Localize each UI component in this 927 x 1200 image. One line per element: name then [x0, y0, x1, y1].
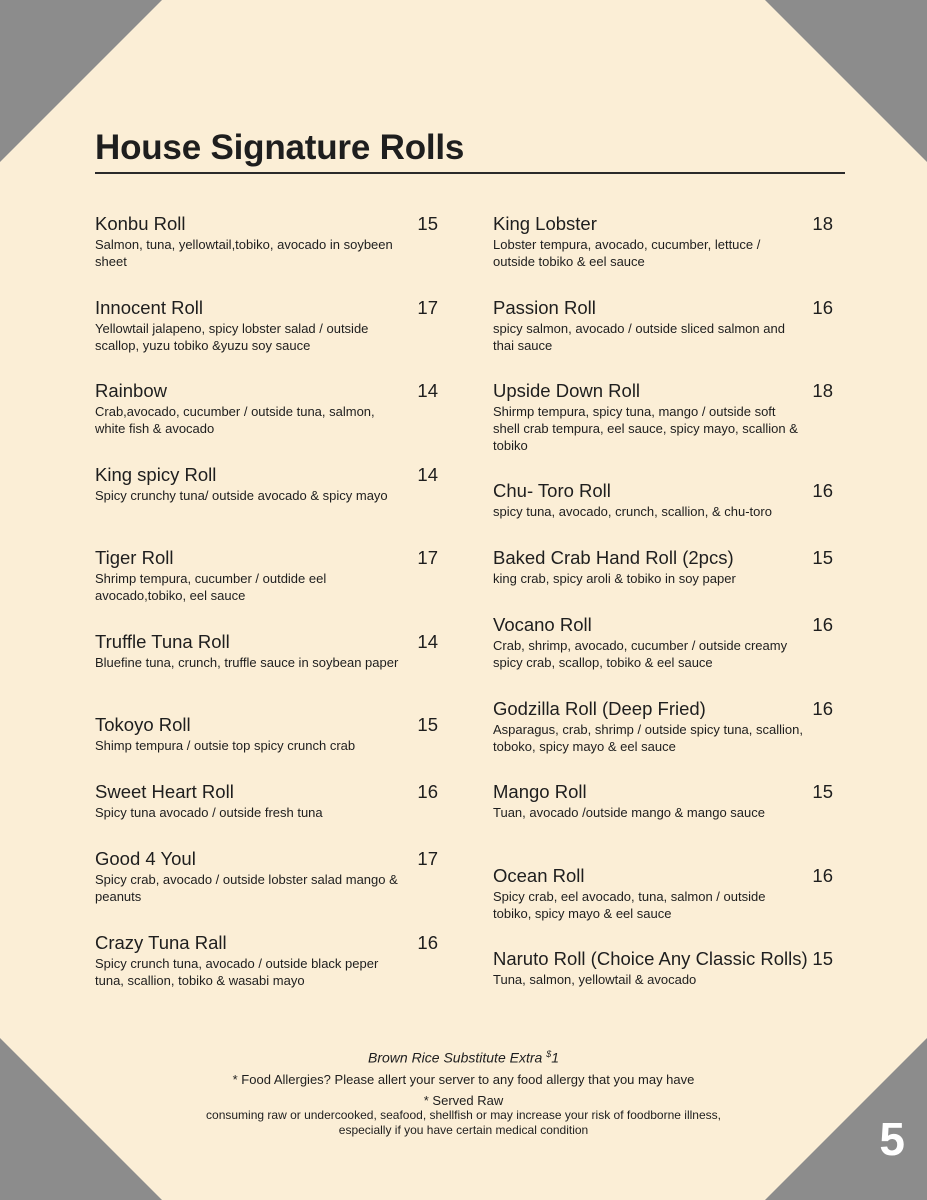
menu-item-name [493, 698, 833, 720]
menu-item [493, 547, 833, 587]
menu-item-description: Tuna, salmon, yellowtail & avocado [493, 972, 697, 987]
brown-rice-amount: 1 [551, 1049, 559, 1066]
menu-item-note: (Choice Any Classic Rolls) [585, 948, 808, 969]
menu-item-note: (2pcs) [677, 547, 734, 568]
menu-item-price: 16 [812, 297, 833, 318]
menu-item-description: Bluefine tuna, crunch, truffle sauce in soybean paper [95, 655, 399, 670]
menu-item-name [95, 932, 455, 954]
served-raw-note: * Served Raw [423, 1093, 504, 1108]
menu-item-price: 14 [417, 464, 438, 485]
menu-item-description: Shimp tempura / outsie top spicy crunch crab [95, 738, 356, 753]
menu-item-title: King Lobster [493, 213, 597, 234]
menu-item [493, 865, 833, 922]
menu-item-title: Tokoyo Roll [95, 714, 191, 735]
menu-item-name [493, 213, 833, 235]
menu-item-name [95, 297, 455, 319]
page-number: 5 [879, 1113, 905, 1165]
brown-rice-dollar: $ [546, 1049, 552, 1059]
menu-item-price: 15 [417, 213, 438, 234]
menu-item-name [493, 480, 833, 502]
menu-item [493, 297, 833, 354]
menu-item [95, 932, 455, 989]
menu-item [493, 698, 833, 755]
menu-item-description: Shirmp tempura, spicy tuna, mango / outside soft shell crab tempura, eel sauce, spicy mayo, scallion & tobiko [493, 404, 798, 453]
menu-item-name [95, 547, 455, 569]
menu-item-price: 16 [812, 480, 833, 501]
menu-item-title: King spicy Roll [95, 464, 217, 485]
menu-item-description: Tuan, avocado /outside mango & mango sauce [493, 805, 765, 820]
menu-item-description: king crab, spicy aroli & tobiko in soy paper [493, 571, 736, 586]
menu-item-name [493, 297, 833, 319]
menu-item-price: 14 [417, 380, 438, 401]
menu-item-price: 16 [417, 781, 438, 802]
menu-item-price: 16 [812, 614, 833, 635]
menu-item-description: Salmon, tuna, yellowtail,tobiko, avocado in soybeen sheet [95, 237, 393, 269]
menu-item-price: 16 [812, 698, 833, 719]
menu-item-price: 17 [417, 547, 438, 568]
menu-item-name [95, 631, 455, 653]
menu-item [95, 297, 455, 354]
consume-warning-line-1: consuming raw or undercooked, seafood, shellfish or may increase your risk of foodborne illness, [206, 1108, 721, 1122]
menu-item-description: Spicy crunchy tuna/ outside avocado & spicy mayo [95, 488, 388, 503]
corner-top-right [765, 0, 927, 162]
menu-item-title: Tiger Roll [95, 547, 174, 568]
menu-item-price: 18 [812, 380, 833, 401]
menu-item-description: spicy salmon, avocado / outside sliced salmon and thai sauce [493, 321, 785, 353]
brown-rice-text: Brown Rice Substitute Extra [368, 1049, 547, 1066]
menu-item [95, 714, 455, 754]
menu-item-description: Spicy crab, avocado / outside lobster salad mango & peanuts [95, 872, 398, 904]
menu-item-name [493, 781, 833, 803]
menu-item-description: Shrimp tempura, cucumber / outdide eel avocado,tobiko, eel sauce [95, 571, 327, 603]
menu-item-description: Spicy crunch tuna, avocado / outside black peper tuna, scallion, tobiko & wasabi mayo [95, 956, 379, 988]
menu-item-description: Crab, shrimp, avocado, cucumber / outside creamy spicy crab, scallop, tobiko & eel sauce [493, 638, 788, 670]
allergy-label: * Food Allergies? [232, 1072, 331, 1087]
menu-item-description: Spicy tuna avocado / outside fresh tuna [95, 805, 323, 820]
menu-item-price: 14 [417, 631, 438, 652]
menu-item-title: Baked Crab Hand Roll [493, 547, 678, 568]
menu-item [493, 781, 833, 821]
menu-item-description: Spicy crab, eel avocado, tuna, salmon / outside tobiko, spicy mayo & eel sauce [493, 889, 766, 921]
menu-item-name [95, 714, 455, 736]
menu-item [95, 547, 455, 604]
menu-item [493, 380, 833, 454]
menu-item-name [493, 547, 833, 569]
menu-item-note: (Deep Fried) [596, 698, 706, 719]
menu-item [95, 848, 455, 905]
menu-item-description: Asparagus, crab, shrimp / outside spicy tuna, scallion, toboko, spicy mayo & eel sauce [493, 722, 803, 754]
allergy-text: Please allert your server to any food allergy that you may have [330, 1072, 695, 1087]
menu-item-title: Crazy Tuna Rall [95, 932, 227, 953]
menu-item-name [95, 848, 455, 870]
menu-item-name [95, 464, 455, 486]
menu-item-price: 15 [812, 547, 833, 568]
menu-item-description: Lobster tempura, avocado, cucumber, lettuce / outside tobiko & eel sauce [493, 237, 761, 269]
menu-item-price: 15 [812, 781, 833, 802]
menu-item-price: 17 [417, 297, 438, 318]
consume-warning [0, 1108, 927, 1138]
menu-item [95, 631, 455, 671]
menu-item-name [493, 614, 833, 636]
menu-item-name [493, 948, 833, 970]
menu-item-description: spicy tuna, avocado, crunch, scallion, & chu-toro [493, 504, 772, 519]
menu-item-description: Yellowtail jalapeno, spicy lobster salad / outside scallop, yuzu tobiko &yuzu soy sauce [95, 321, 369, 353]
menu-item-title: Truffle Tuna Roll [95, 631, 230, 652]
menu-item-title: Upside Down Roll [493, 380, 641, 401]
menu-item-price: 18 [812, 213, 833, 234]
menu-item-name [493, 865, 833, 887]
menu-item-title: Konbu Roll [95, 213, 186, 234]
menu-item-title: Sweet Heart Roll [95, 781, 234, 802]
menu-item-name [95, 213, 455, 235]
menu-item-price: 15 [812, 948, 833, 969]
title-divider [95, 172, 845, 174]
menu-item-price: 16 [417, 932, 438, 953]
menu-item-title: Good 4 Youl [95, 848, 196, 869]
menu-item-title: Rainbow [95, 380, 167, 401]
brown-rice-note [0, 1049, 927, 1066]
menu-item-name [95, 781, 455, 803]
menu-item-price: 16 [812, 865, 833, 886]
menu-item [493, 213, 833, 270]
menu-item-title: Ocean Roll [493, 865, 585, 886]
menu-item-name [493, 380, 833, 402]
menu-item-title: Naruto Roll [493, 948, 586, 969]
menu-item-description: Crab,avocado, cucumber / outside tuna, salmon, white fish & avocado [95, 404, 375, 436]
menu-item [95, 380, 455, 437]
menu-item [493, 948, 833, 988]
menu-item-title: Passion Roll [493, 297, 596, 318]
consume-warning-line-2: especially if you have certain medical condition [338, 1123, 589, 1137]
menu-item [493, 614, 833, 671]
menu-item [95, 464, 455, 504]
menu-item-title: Innocent Roll [95, 297, 203, 318]
allergy-note [0, 1072, 927, 1087]
menu-item-title: Vocano Roll [493, 614, 592, 635]
menu-item [95, 213, 455, 270]
menu-item-price: 15 [417, 714, 438, 735]
menu-item [95, 781, 455, 821]
page-title: House Signature Rolls [95, 128, 465, 167]
menu-item-name [95, 380, 455, 402]
menu-item-title: Chu- Toro Roll [493, 480, 611, 501]
menu-item-title: Mango Roll [493, 781, 587, 802]
menu-item-title: Godzilla Roll [493, 698, 597, 719]
menu-item-price: 17 [417, 848, 438, 869]
menu-item [493, 480, 833, 520]
